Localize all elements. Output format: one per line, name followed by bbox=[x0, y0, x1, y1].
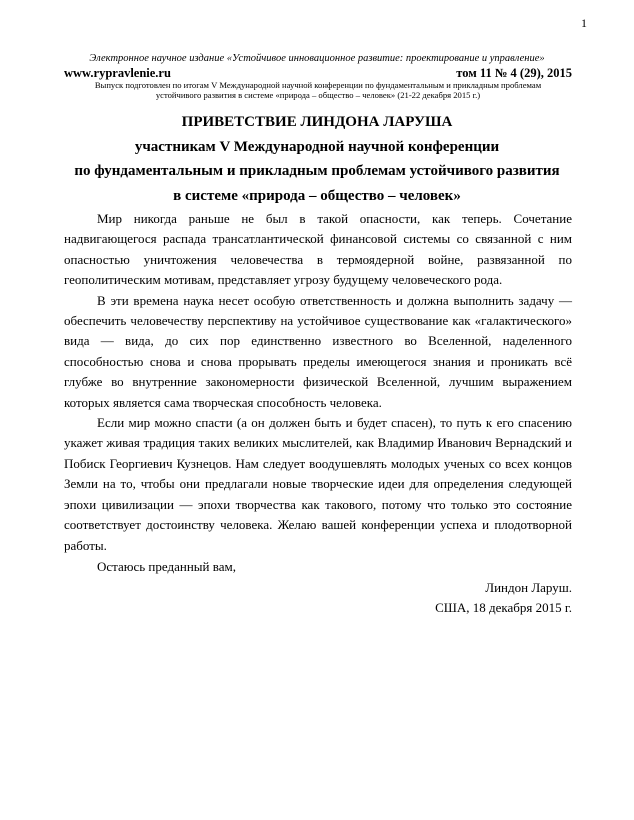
page-number: 1 bbox=[581, 16, 587, 30]
paragraph-3: Если мир можно спасти (а он должен быть и будет спасен), то путь к его спасению укажет живая традиция таких великих мыслителей, как Владимир Иванович Вернадский и Побиск Георгиевич Кузнецов. Нам следует воодушевлять молодых ученых со всех концов Земли на то, чтобы они предлагали новые творческие идеи для определения следующей эпохи цивилизации — эпохи творчества как такового, потому что только это состояние соответствует достоинству человека. Желаю вашей конференции успеха и плодотворной работы. bbox=[64, 415, 572, 553]
closing-regards: Остаюсь преданный вам, bbox=[97, 559, 236, 574]
paragraph-1: Мир никогда раньше не был в такой опасности, как теперь. Сочетание надвигающегося распада трансатлантической финансовой системы со связанной с ним опасностью уничтожения человечества в термоядерной войне, развязанной по геополитическим мотивам, представляет угрозу будущему человеческого рода. bbox=[64, 211, 572, 288]
subtitle-line-3: в системе «природа – общество – человек» bbox=[173, 188, 461, 204]
letter-body bbox=[64, 209, 572, 556]
release-note-line-2: устойчивого развития в системе «природа – общество – человек» (21-22 декабря 2015 г.) bbox=[155, 90, 481, 100]
letter-closing bbox=[64, 557, 572, 619]
journal-title: Электронное научное издание «Устойчивое инновационное развитие: проектирование и управление» bbox=[89, 53, 545, 64]
subtitle-line-1: участникам V Международной научной конференции bbox=[134, 139, 500, 155]
paragraph-2: В эти времена наука несет особую ответственность и должна выполнить задачу — обеспечить человечеству перспективу на устойчивое существование как «галактического» вида — вида, до сих пор единственно известного во Вселенной, наделенного способностью снова и снова прорывать пределы имеющегося знания и проникать всё глубже во внутренние закономерности физической Вселенной, лучшим выражением которых является сама творческая способность человека. bbox=[64, 292, 572, 410]
release-note bbox=[64, 80, 572, 100]
document-title: ПРИВЕТСТВИЕ ЛИНДОНА ЛАРУША bbox=[181, 114, 453, 130]
signature: Линдон Ларуш. bbox=[485, 579, 572, 595]
site-url-link[interactable]: www.rypravlenie.ru bbox=[64, 66, 171, 80]
issue-info: том 11 № 4 (29), 2015 bbox=[456, 66, 572, 80]
place-date: США, 18 декабря 2015 г. bbox=[435, 600, 572, 616]
release-note-line-1: Выпуск подготовлен по итогам V Международной научной конференции по фундаментальным и прикладным проблемам bbox=[94, 80, 542, 90]
subtitle-line-2: по фундаментальным и прикладным проблемам устойчивого развития bbox=[74, 163, 560, 179]
